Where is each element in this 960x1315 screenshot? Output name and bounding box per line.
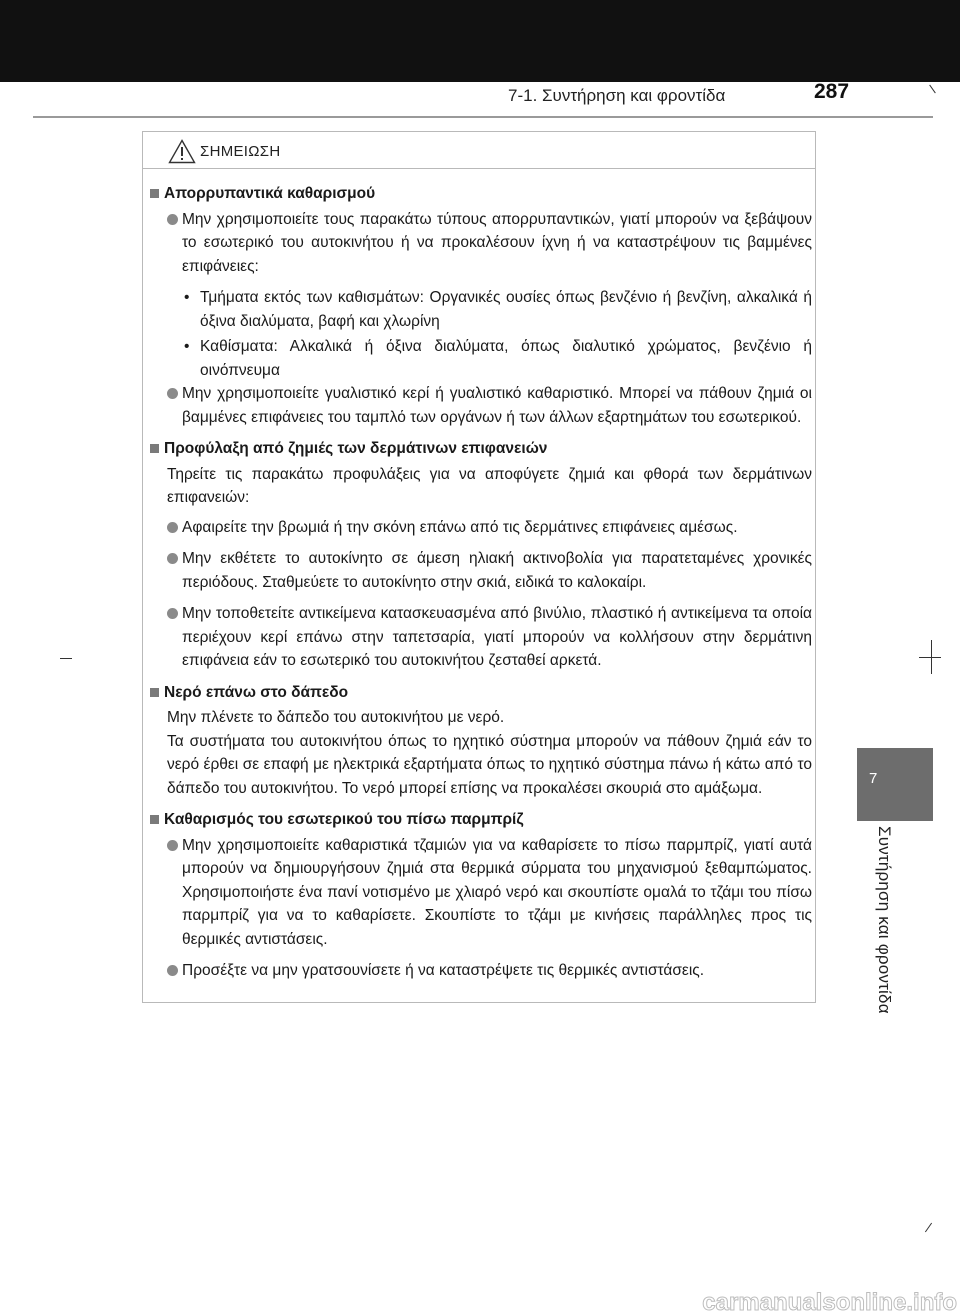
sub-list-item: • Τμήματα εκτός των καθισμάτων: Οργανικές ουσίες όπως βενζένιο ή βενζίνη, αλκαλικά ή όξινα διαλύματα, βαφή και χλωρίνη xyxy=(150,286,812,333)
list-item: Μην εκθέτετε το αυτοκίνητο σε άμεση ηλιακή ακτινοβολία για παρατεταμένες χρονικές περιόδους. Σταθμεύετε το αυτοκίνητο στην σκιά, ειδικά το καλοκαίρι. xyxy=(150,547,812,594)
chapter-tab xyxy=(857,748,933,821)
top-black-bar xyxy=(0,0,960,82)
paragraph: Τα συστήματα του αυτοκινήτου όπως το ηχητικό σύστημα μπορούν να πάθουν ζημιά εάν το νερό έρθει σε επαφή με ηλεκτρικά εξαρτήματα όπως το ηχητικό σύστημα πάνω ή κάτω από το δάπεδο του αυτοκινήτου. Το νερό μπορεί επίσης να προκαλέσει σκουριά στο αμάξωμα. xyxy=(167,732,812,797)
crop-mark xyxy=(925,1223,932,1233)
crop-mark xyxy=(60,658,72,659)
section-title: Απορρυπαντικά καθαρισμού xyxy=(150,182,812,206)
paragraph: Τηρείτε τις παρακάτω προφυλάξεις για να αποφύγετε ζημιά και φθορά των δερμάτινων επιφανειών: xyxy=(167,465,812,506)
list-item: Αφαιρείτε την βρωμιά ή την σκόνη επάνω από τις δερμάτινες επιφάνειες αμέσως. xyxy=(150,516,812,540)
list-item: Μην χρησιμοποιείτε γυαλιστικό κερί ή γυαλιστικό καθαριστικό. Μπορεί να πάθουν ζημιά οι βαμμένες επιφάνειες του ταμπλό των οργάνων ή των άλλων εξαρτημάτων του εσωτερικού. xyxy=(150,382,812,429)
chapter-number: 7 xyxy=(869,770,878,787)
watermark-text: carmanualsonline.info xyxy=(702,1289,957,1315)
crop-mark xyxy=(929,85,936,94)
running-header: 7-1. Συντήρηση και φροντίδα xyxy=(508,86,726,105)
paragraph: Μην πλένετε το δάπεδο του αυτοκινήτου με νερό. xyxy=(167,709,505,726)
sub-list-item: • Καθίσματα: Αλκαλικά ή όξινα διαλύματα, όπως διαλυτικό χρώματος, βενζένιο ή οινόπνευμα xyxy=(150,335,812,382)
chapter-label: Συντήρηση και φροντίδα xyxy=(875,826,894,1014)
section-title: Νερό επάνω στο δάπεδο xyxy=(150,681,812,705)
watermark xyxy=(0,1285,960,1315)
notice-header xyxy=(143,132,815,169)
header-rule xyxy=(33,116,933,118)
section-title: Προφύλαξη από ζημιές των δερμάτινων επιφανειών xyxy=(150,437,812,461)
section-title: Καθαρισμός του εσωτερικού του πίσω παρμπρίζ xyxy=(150,808,812,832)
notice-content xyxy=(150,182,812,985)
list-item: Μην τοποθετείτε αντικείμενα κατασκευασμένα από βινύλιο, πλαστικό ή αντικείμενα τα οποία περιέχουν κερί επάνω στην ταπετσαρία, γιατί μπορούν να κολλήσουν στην δερμάτινη επιφάνεια εάν το εσωτερικό του αυτοκινήτου ζεσταθεί αρκετά. xyxy=(150,602,812,673)
list-item: Μην χρησιμοποιείτε καθαριστικά τζαμιών για να καθαρίσετε το πίσω παρμπρίζ, γιατί αυτά μπορούν να δημιουργήσουν ζημιά στα θερμικά σύρματα του μηχανισμού ξεθαμπώματος. Χρησιμοποιήστε ένα πανί νοτισμένο με χλιαρό νερό και σκουπίστε ομαλά το τζάμι του πίσω παρμπρίζ για να το καθαρίσετε. Σκουπίστε το τζάμι με κινήσεις παράλληλες προς τις θερμικές αντιστάσεις. xyxy=(150,834,812,952)
warning-triangle-icon xyxy=(168,139,196,164)
page-number: 287 xyxy=(814,80,850,103)
list-item: Μην χρησιμοποιείτε τους παρακάτω τύπους απορρυπαντικών, γιατί μπορούν να ξεβάψουν το εσωτερικό του αυτοκινήτου ή να προκαλέσουν ίχνη ή να καταστρέψουν τις βαμμένες επιφάνειες: xyxy=(150,208,812,279)
notice-title: ΣΗΜΕΙΩΣΗ xyxy=(200,143,281,160)
list-item: Προσέξτε να μην γρατσουνίσετε ή να καταστρέψετε τις θερμικές αντιστάσεις. xyxy=(150,959,812,983)
crop-mark xyxy=(919,657,941,658)
